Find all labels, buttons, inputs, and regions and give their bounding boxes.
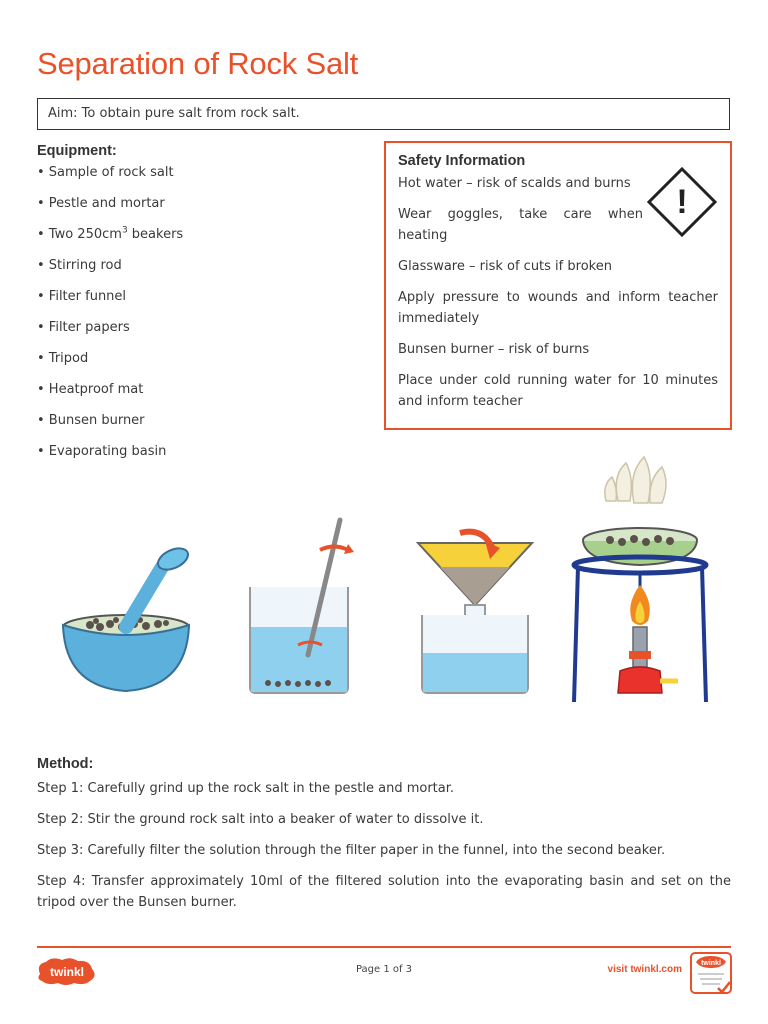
equipment-list: [37, 163, 183, 473]
superscript: 3: [121, 225, 128, 236]
equipment-item: • Stirring rod: [37, 258, 122, 273]
safety-line: Hot water – risk of scalds and burns: [398, 176, 631, 191]
safety-line: Bunsen burner – risk of burns: [398, 342, 590, 357]
safety-line: Apply pressure to wounds and inform teacher immediately: [398, 290, 718, 326]
method-step: Step 3: Carefully filter the solution through the filter paper in the funnel, into the second beaker.: [37, 843, 666, 858]
safety-heading: Safety Information: [398, 153, 526, 169]
badge-text: twinkl: [701, 960, 721, 967]
method-step: Step 2: Stir the ground rock salt into a beaker of water to dissolve it.: [37, 812, 484, 827]
safety-line: Glassware – risk of cuts if broken: [398, 259, 612, 274]
page-title: Separation of Rock Salt: [37, 46, 359, 81]
equipment-item: • Pestle and mortar: [37, 196, 165, 211]
equipment-item: [37, 225, 183, 256]
equipment-item: • Tripod: [37, 351, 89, 366]
logo-text: twinkl: [49, 965, 85, 979]
safety-box: [384, 141, 732, 430]
equipment-item: • Bunsen burner: [37, 413, 145, 428]
hazard-warning-icon: [647, 167, 717, 237]
equipment-item-text: • Two 250cm: [37, 227, 122, 242]
quality-badge-icon: [688, 950, 734, 996]
equipment-item: • Evaporating basin: [37, 444, 167, 459]
equipment-item: • Heatproof mat: [37, 382, 144, 397]
beaker-stirring-icon: [250, 520, 354, 693]
equipment-item: • Filter funnel: [37, 289, 127, 304]
safety-line: Wear goggles, take care when heating: [398, 207, 643, 243]
method-heading: Method:: [37, 756, 94, 772]
equipment-item: • Sample of rock salt: [37, 165, 174, 180]
equipment-item-suffix: beakers: [127, 227, 184, 242]
safety-line: Place under cold running water for 10 minutes and inform teacher: [398, 373, 718, 409]
pestle-and-mortar-icon: [63, 544, 191, 691]
footer-divider: [37, 946, 731, 948]
method-steps: [37, 778, 731, 923]
illustrations: [30, 455, 740, 710]
evaporation-setup-icon: [574, 457, 706, 702]
page-number: Page 1 of 3: [355, 964, 413, 975]
method-step: Step 4: Transfer approximately 10ml of the filtered solution into the evaporating basin and set on the tripod over the Bunsen burner.: [37, 874, 731, 910]
visit-link[interactable]: visit twinkl.com: [607, 964, 682, 975]
method-step: Step 1: Carefully grind up the rock salt in the pestle and mortar.: [37, 781, 455, 796]
equipment-item: • Filter papers: [37, 320, 130, 335]
aim-box: Aim: To obtain pure salt from rock salt.: [37, 98, 730, 130]
hazard-symbol: !: [676, 183, 688, 221]
filter-funnel-icon: [418, 532, 532, 693]
equipment-heading: Equipment:: [37, 143, 117, 159]
